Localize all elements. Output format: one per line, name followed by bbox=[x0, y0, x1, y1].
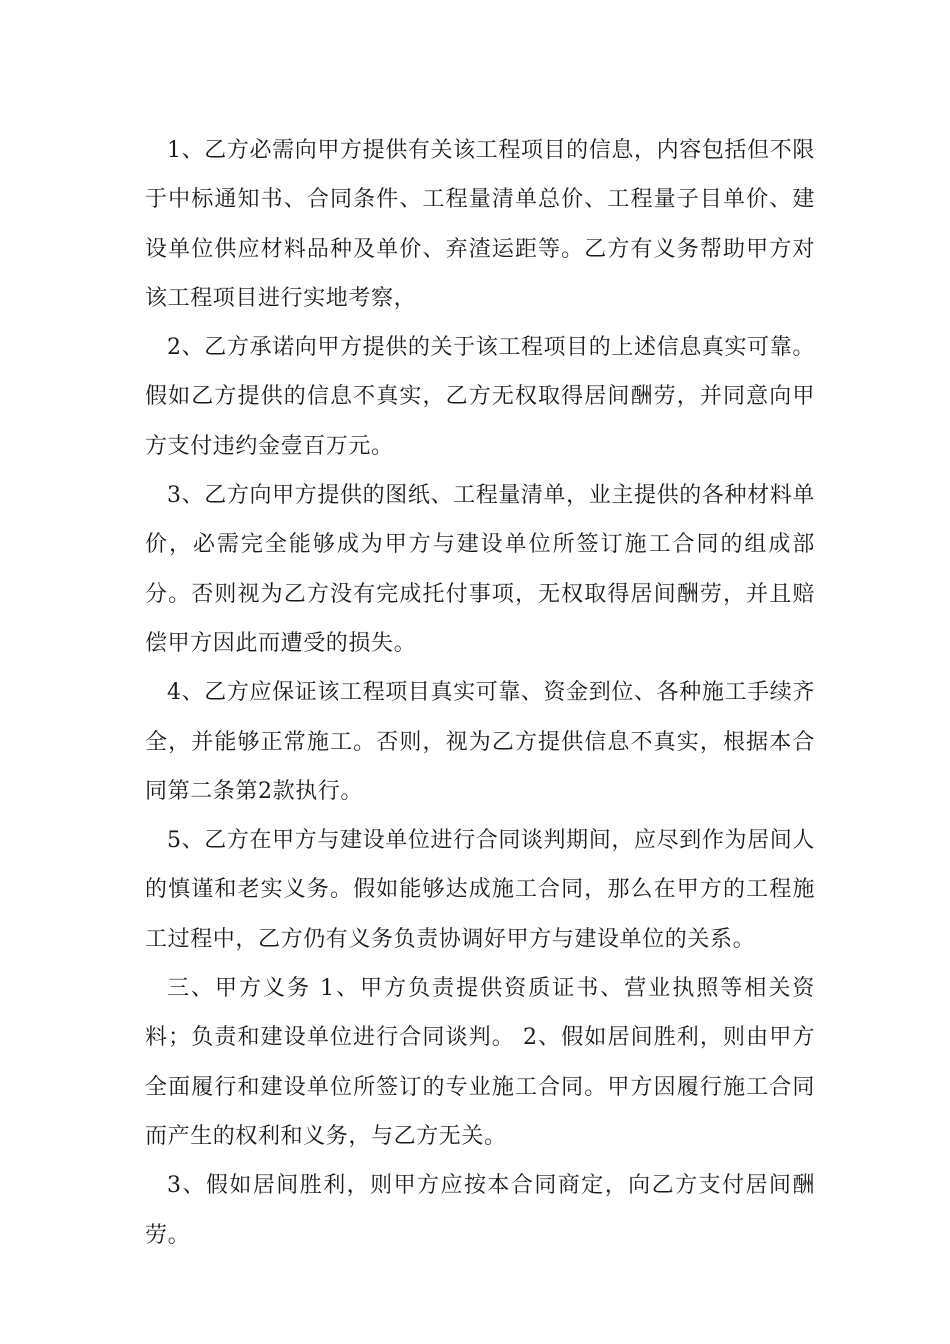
paragraph-clause-5: 5、乙方在甲方与建设单位进行合同谈判期间，应尽到作为居间人的慎谨和老实义务。假如能够达成施工合同，那么在甲方的工程施工过程中，乙方仍有义务负责协调好甲方与建设单位的关系。 bbox=[145, 828, 815, 952]
paragraph-clause-2: 2、乙方承诺向甲方提供的关于该工程项目的上述信息真实可靠。假如乙方提供的信息不真实，乙方无权取得居间酬劳，并同意向甲方支付违约金壹百万元。 bbox=[145, 335, 815, 459]
paragraph-clause-3: 3、乙方向甲方提供的图纸、工程量清单，业主提供的各种材料单价，必需完全能够成为甲方与建设单位所签订施工合同的组成部分。否则视为乙方没有完成托付事项，无权取得居间酬劳，并且赔偿甲方因此而遭受的损失。 bbox=[145, 483, 815, 656]
paragraph-party-a-obligations: 三、甲方义务 1、甲方负责提供资质证书、营业执照等相关资料；负责和建设单位进行合同谈判。 2、假如居间胜利，则由甲方全面履行和建设单位所签订的专业施工合同。甲方因履行施工合同而产生的权利和义务，与乙方无关。 bbox=[145, 976, 815, 1149]
document-body bbox=[145, 126, 815, 1260]
paragraph-clause-1: 1、乙方必需向甲方提供有关该工程项目的信息，内容包括但不限于中标通知书、合同条件、工程量清单总价、工程量子目单价、建设单位供应材料品种及单价、弃渣运距等。乙方有义务帮助甲方对该工程项目进行实地考察， bbox=[145, 138, 815, 311]
paragraph-party-a-clause-3: 3、假如居间胜利，则甲方应按本合同商定，向乙方支付居间酬劳。 bbox=[145, 1173, 815, 1248]
paragraph-clause-4: 4、乙方应保证该工程项目真实可靠、资金到位、各种施工手续齐全，并能够正常施工。否则，视为乙方提供信息不真实，根据本合同第二条第2款执行。 bbox=[145, 680, 815, 804]
